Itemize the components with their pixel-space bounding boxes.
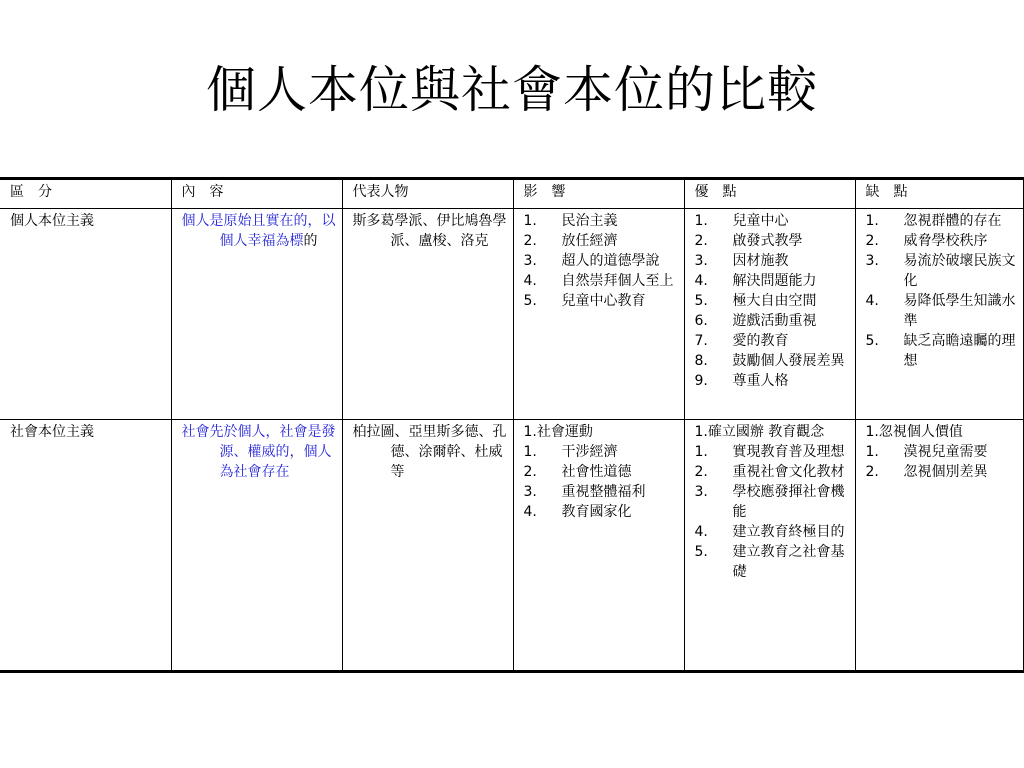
list-item-text: 社會性道德	[561, 464, 632, 480]
influence-lead: 1.社會運動	[523, 424, 593, 440]
list-item-text: 解決問題能力	[732, 273, 817, 289]
list-item-number: 5.	[865, 333, 879, 349]
list-item-number: 2.	[865, 464, 879, 480]
table-row-individualism	[0, 209, 1024, 420]
list-item-text: 實現教育普及理想	[732, 444, 845, 460]
list-item	[866, 231, 1017, 251]
list-item-number: 2.	[523, 233, 537, 249]
cell-category: 社會本位主義	[0, 420, 171, 672]
list-item	[695, 331, 849, 351]
list-item-number: 1.	[523, 213, 537, 229]
list-item	[524, 211, 678, 231]
list-item-text: 兒童中心教育	[561, 293, 646, 309]
list-item	[695, 522, 849, 542]
cell-faults	[855, 209, 1024, 420]
list-item-text: 重視整體福利	[561, 484, 646, 500]
list-item-number: 2.	[865, 233, 879, 249]
list-item	[524, 251, 678, 271]
list-item-text: 威脅學校秩序	[903, 233, 988, 249]
list-item-number: 3.	[694, 484, 708, 500]
list-item	[695, 442, 849, 462]
merits-lead: 1.確立國辦 教育觀念	[694, 424, 825, 440]
list-item	[695, 542, 849, 582]
comparison-table	[0, 177, 1024, 673]
list-item-text: 忽視群體的存在	[903, 213, 1002, 229]
list-item-text: 民治主義	[561, 213, 618, 229]
list-item-number: 1.	[694, 444, 708, 460]
list-item	[524, 462, 678, 482]
slide-title: 個人本位與社會本位的比較	[206, 61, 818, 119]
list-item	[695, 311, 849, 331]
list-item-text: 啟發式教學	[732, 233, 803, 249]
list-item	[695, 251, 849, 271]
header-faults: 缺 點	[855, 179, 1024, 209]
list-item-text: 因材施教	[732, 253, 789, 269]
list-item-text: 建立教育終極目的	[732, 524, 845, 540]
header-influence: 影 響	[513, 179, 684, 209]
list-item	[695, 291, 849, 311]
list-item-text: 忽視個別差異	[903, 464, 988, 480]
list-item-text: 易流於破壞民族文化	[903, 253, 1016, 289]
cell-merits	[684, 209, 855, 420]
list-item-number: 9.	[694, 373, 708, 389]
list-item-text: 兒童中心	[732, 213, 789, 229]
list-item	[524, 482, 678, 502]
influence-list	[524, 442, 678, 522]
list-item-number: 4.	[523, 273, 537, 289]
merits-list	[695, 442, 849, 582]
list-item-text: 教育國家化	[561, 504, 632, 520]
cell-category: 個人本位主義	[0, 209, 171, 420]
list-item-text: 超人的道德學說	[561, 253, 660, 269]
list-item-number: 2.	[694, 464, 708, 480]
list-item	[866, 291, 1017, 331]
table-header-row	[0, 179, 1024, 209]
list-item-number: 6.	[694, 313, 708, 329]
list-item-number: 7.	[694, 333, 708, 349]
merits-list	[695, 211, 849, 391]
list-item-number: 4.	[694, 524, 708, 540]
list-item-text: 極大自由空間	[732, 293, 817, 309]
header-content: 內 容	[171, 179, 342, 209]
list-item	[695, 231, 849, 251]
list-item-number: 1.	[865, 213, 879, 229]
list-item-number: 4.	[865, 293, 879, 309]
faults-list	[866, 442, 1017, 482]
header-merits: 優 點	[684, 179, 855, 209]
cell-faults	[855, 420, 1024, 672]
list-item-text: 學校應發揮社會機能	[732, 484, 845, 520]
list-item-number: 5.	[694, 293, 708, 309]
list-item-number: 1.	[523, 444, 537, 460]
list-item-text: 易降低學生知識水準	[903, 293, 1016, 329]
list-item-text: 遊戲活動重視	[732, 313, 817, 329]
list-item-number: 4.	[523, 504, 537, 520]
list-item-text: 漠視兒童需要	[903, 444, 988, 460]
faults-lead: 1.忽視個人價值	[865, 424, 963, 440]
list-item	[524, 231, 678, 251]
table-row-socialism	[0, 420, 1024, 672]
list-item-number: 1.	[865, 444, 879, 460]
list-item-number: 3.	[694, 253, 708, 269]
list-item	[695, 351, 849, 371]
list-item-number: 5.	[523, 293, 537, 309]
cell-content	[171, 209, 342, 420]
list-item-text: 鼓勵個人發展差異	[732, 353, 845, 369]
list-item-text: 愛的教育	[732, 333, 789, 349]
list-item-text: 放任經濟	[561, 233, 618, 249]
list-item-number: 8.	[694, 353, 708, 369]
cell-influence	[513, 209, 684, 420]
list-item-number: 1.	[694, 213, 708, 229]
cell-merits	[684, 420, 855, 672]
list-item	[524, 271, 678, 291]
list-item-text: 重視社會文化教材	[732, 464, 845, 480]
list-item	[524, 442, 678, 462]
cell-influence	[513, 420, 684, 672]
list-item-number: 5.	[694, 544, 708, 560]
header-people: 代表人物	[342, 179, 513, 209]
list-item-number: 4.	[694, 273, 708, 289]
cell-content	[171, 420, 342, 672]
list-item	[866, 331, 1017, 371]
list-item-text: 自然崇拜個人至上	[561, 273, 674, 289]
influence-list	[524, 211, 678, 311]
list-item	[866, 211, 1017, 231]
list-item	[524, 291, 678, 311]
cell-people: 柏拉圖、亞里斯多德、孔德、涂爾幹、杜威等	[342, 420, 513, 672]
content-black-text: 的	[303, 233, 318, 249]
list-item	[695, 271, 849, 291]
list-item-number: 3.	[523, 253, 537, 269]
content-blue-text: 社會先於個人，社會是發源、權威的，個人為社會存在	[181, 424, 336, 480]
list-item-text: 干涉經濟	[561, 444, 618, 460]
faults-list	[866, 211, 1017, 371]
header-category: 區 分	[0, 179, 171, 209]
list-item	[695, 462, 849, 482]
list-item	[866, 442, 1017, 462]
list-item	[695, 371, 849, 391]
list-item	[695, 482, 849, 522]
list-item-number: 2.	[694, 233, 708, 249]
list-item-number: 2.	[523, 464, 537, 480]
list-item-text: 尊重人格	[732, 373, 789, 389]
list-item	[866, 462, 1017, 482]
list-item-text: 建立教育之社會基礎	[732, 544, 845, 580]
list-item	[866, 251, 1017, 291]
list-item	[524, 502, 678, 522]
content-blue-text: 個人是原始且實在的，以個人幸福為標	[181, 213, 336, 249]
list-item-text: 缺乏高瞻遠矚的理想	[903, 333, 1016, 369]
cell-people: 斯多葛學派、伊比鳩魯學派、盧梭、洛克	[342, 209, 513, 420]
list-item-number: 3.	[865, 253, 879, 269]
list-item	[695, 211, 849, 231]
list-item-number: 3.	[523, 484, 537, 500]
